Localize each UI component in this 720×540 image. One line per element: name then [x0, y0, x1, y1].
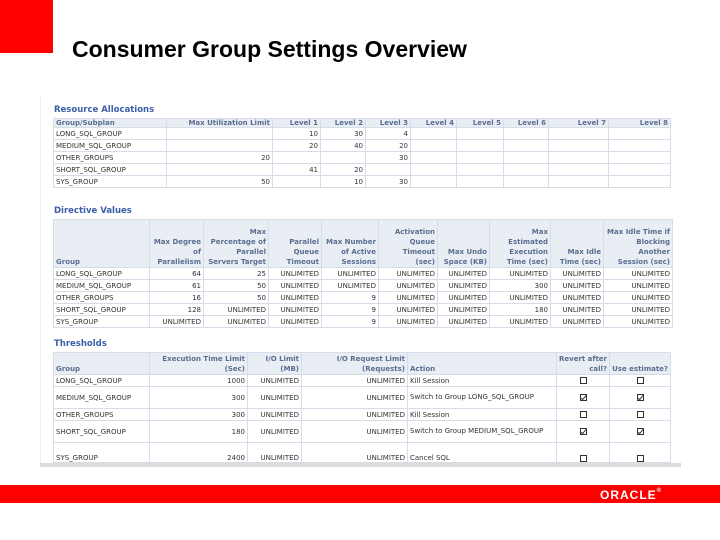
column-header[interactable]: Revert after call? [557, 353, 610, 375]
column-header[interactable]: I/O Limit (MB) [248, 353, 302, 375]
oracle-logo [600, 488, 662, 502]
table-cell: UNLIMITED [438, 304, 490, 316]
revert-checkbox[interactable] [580, 394, 587, 401]
table-cell [167, 128, 273, 140]
table-cell: UNLIMITED [490, 316, 551, 328]
table-cell: UNLIMITED [490, 292, 551, 304]
column-header[interactable]: Level 1 [273, 119, 321, 128]
table-cell: 2400 [150, 443, 248, 463]
resource-allocations-title: Resource Allocations [54, 105, 155, 115]
table-cell: UNLIMITED [204, 316, 269, 328]
table-row [54, 152, 671, 164]
column-header[interactable]: Parallel Queue Timeout [269, 220, 322, 268]
table-cell: 9 [322, 304, 379, 316]
revert-checkbox[interactable] [580, 428, 587, 435]
table-cell: UNLIMITED [269, 268, 322, 280]
table-cell: 300 [490, 280, 551, 292]
column-header[interactable]: I/O Request Limit (Requests) [302, 353, 408, 375]
revert-cell [557, 443, 610, 463]
action-cell: Kill Session [408, 409, 557, 421]
table-cell [411, 152, 457, 164]
table-cell: UNLIMITED [204, 304, 269, 316]
table-row [54, 164, 671, 176]
table-cell: UNLIMITED [604, 280, 673, 292]
thresholds-title: Thresholds [54, 339, 107, 349]
column-header[interactable]: Max Estimated Execution Time (sec) [490, 220, 551, 268]
estimate-checkbox[interactable] [637, 394, 644, 401]
table-cell: UNLIMITED [604, 268, 673, 280]
column-header[interactable]: Action [408, 353, 557, 375]
revert-checkbox[interactable] [580, 455, 587, 462]
table-cell: 64 [150, 268, 204, 280]
table-cell [273, 176, 321, 188]
table-cell [504, 176, 549, 188]
table-cell: UNLIMITED [551, 292, 604, 304]
table-cell: 40 [321, 140, 366, 152]
table-header-row [54, 353, 671, 375]
action-cell: Cancel SQL [408, 443, 557, 463]
table-cell [457, 176, 504, 188]
table-cell: 9 [322, 316, 379, 328]
table-row [54, 128, 671, 140]
table-cell: UNLIMITED [302, 375, 408, 387]
column-header[interactable]: Level 6 [504, 119, 549, 128]
table-cell: 30 [366, 152, 411, 164]
group-cell: MEDIUM_SQL_GROUP [54, 140, 167, 152]
table-cell: UNLIMITED [438, 316, 490, 328]
column-header[interactable]: Max Number of Active Sessions [322, 220, 379, 268]
table-cell [411, 128, 457, 140]
group-cell: MEDIUM_SQL_GROUP [54, 280, 150, 292]
table-cell: UNLIMITED [379, 316, 438, 328]
table-cell: UNLIMITED [269, 292, 322, 304]
registered-mark-icon: ® [656, 488, 663, 494]
table-cell: 10 [273, 128, 321, 140]
column-header[interactable]: Group [54, 220, 150, 268]
table-cell: 25 [204, 268, 269, 280]
group-cell: OTHER_GROUPS [54, 152, 167, 164]
table-cell: UNLIMITED [551, 316, 604, 328]
table-cell [504, 140, 549, 152]
table-cell: UNLIMITED [248, 375, 302, 387]
estimate-cell [610, 375, 671, 387]
table-cell: 4 [366, 128, 411, 140]
column-header[interactable]: Max Undo Space (KB) [438, 220, 490, 268]
table-cell [549, 164, 609, 176]
estimate-cell [610, 409, 671, 421]
table-header-row [54, 220, 673, 268]
table-cell [549, 140, 609, 152]
oracle-logo-text: ORACLE [600, 488, 657, 502]
table-cell: UNLIMITED [302, 443, 408, 463]
revert-cell [557, 421, 610, 443]
table-cell: 30 [321, 128, 366, 140]
table-cell: UNLIMITED [322, 280, 379, 292]
revert-cell [557, 375, 610, 387]
table-cell [457, 140, 504, 152]
group-cell: OTHER_GROUPS [54, 292, 150, 304]
estimate-cell [610, 443, 671, 463]
table-cell: UNLIMITED [150, 316, 204, 328]
table-cell: UNLIMITED [248, 387, 302, 409]
table-cell [411, 140, 457, 152]
table-row [54, 280, 673, 292]
table-cell [273, 152, 321, 164]
column-header[interactable]: Group/Subplan [54, 119, 167, 128]
table-cell: 180 [150, 421, 248, 443]
table-cell: 50 [204, 280, 269, 292]
panel-shadow [40, 463, 681, 467]
table-cell [609, 128, 671, 140]
table-cell [167, 140, 273, 152]
column-header[interactable]: Execution Time Limit (Sec) [150, 353, 248, 375]
group-cell: OTHER_GROUPS [54, 409, 150, 421]
action-cell: Switch to Group MEDIUM_SQL_GROUP [408, 421, 557, 443]
table-cell: 20 [273, 140, 321, 152]
resource-allocations-table [53, 118, 671, 188]
table-cell: UNLIMITED [269, 316, 322, 328]
table-cell [457, 152, 504, 164]
table-cell [504, 164, 549, 176]
group-cell: SYS_GROUP [54, 443, 150, 463]
em-screenshot-panel [40, 96, 681, 465]
table-cell: 20 [366, 140, 411, 152]
thresholds-table [53, 352, 671, 463]
table-cell: UNLIMITED [438, 280, 490, 292]
table-cell [366, 164, 411, 176]
table-cell: 20 [321, 164, 366, 176]
revert-checkbox[interactable] [580, 377, 587, 384]
table-cell: UNLIMITED [302, 409, 408, 421]
estimate-checkbox[interactable] [637, 455, 644, 462]
table-cell: UNLIMITED [490, 268, 551, 280]
revert-cell [557, 409, 610, 421]
column-header[interactable]: Max Utilization Limit [167, 119, 273, 128]
table-cell: 50 [167, 176, 273, 188]
table-cell: 300 [150, 409, 248, 421]
table-cell [609, 140, 671, 152]
table-cell [411, 164, 457, 176]
table-row [54, 421, 671, 443]
table-cell: UNLIMITED [551, 268, 604, 280]
table-cell: UNLIMITED [302, 387, 408, 409]
group-cell: SHORT_SQL_GROUP [54, 304, 150, 316]
estimate-checkbox[interactable] [637, 411, 644, 418]
table-cell [609, 164, 671, 176]
slide-title: Consumer Group Settings Overview [72, 36, 467, 62]
table-cell: UNLIMITED [302, 421, 408, 443]
group-cell: LONG_SQL_GROUP [54, 268, 150, 280]
group-cell: SHORT_SQL_GROUP [54, 421, 150, 443]
column-header[interactable]: Max Degree of Parallelism [150, 220, 204, 268]
table-cell [457, 164, 504, 176]
column-header[interactable]: Group [54, 353, 150, 375]
group-cell: MEDIUM_SQL_GROUP [54, 387, 150, 409]
table-cell [167, 164, 273, 176]
group-cell: SYS_GROUP [54, 176, 167, 188]
action-cell: Switch to Group LONG_SQL_GROUP [408, 387, 557, 409]
table-cell: UNLIMITED [379, 268, 438, 280]
table-row [54, 316, 673, 328]
table-cell: 30 [366, 176, 411, 188]
group-cell: LONG_SQL_GROUP [54, 128, 167, 140]
table-cell: 10 [321, 176, 366, 188]
table-cell [549, 176, 609, 188]
table-row [54, 140, 671, 152]
table-cell: 300 [150, 387, 248, 409]
revert-checkbox[interactable] [580, 411, 587, 418]
column-header[interactable]: Level 7 [549, 119, 609, 128]
table-cell [609, 152, 671, 164]
column-header[interactable]: Use estimate? [610, 353, 671, 375]
estimate-checkbox[interactable] [637, 377, 644, 384]
column-header[interactable]: Level 8 [609, 119, 671, 128]
column-header[interactable]: Level 3 [366, 119, 411, 128]
table-cell [457, 128, 504, 140]
table-cell: UNLIMITED [604, 304, 673, 316]
table-cell: 180 [490, 304, 551, 316]
table-cell [549, 152, 609, 164]
table-cell [549, 128, 609, 140]
column-header[interactable]: Max Percentage of Parallel Servers Target [204, 220, 269, 268]
table-cell [609, 176, 671, 188]
estimate-checkbox[interactable] [637, 428, 644, 435]
table-cell [504, 128, 549, 140]
table-cell: UNLIMITED [248, 409, 302, 421]
table-cell: UNLIMITED [551, 304, 604, 316]
table-row [54, 387, 671, 409]
table-cell: UNLIMITED [379, 292, 438, 304]
table-cell: UNLIMITED [269, 304, 322, 316]
table-row [54, 176, 671, 188]
table-cell [411, 176, 457, 188]
group-cell: LONG_SQL_GROUP [54, 375, 150, 387]
column-header[interactable]: Level 2 [321, 119, 366, 128]
column-header[interactable]: Level 4 [411, 119, 457, 128]
table-cell [321, 152, 366, 164]
table-cell: 128 [150, 304, 204, 316]
table-row [54, 375, 671, 387]
table-cell: UNLIMITED [269, 280, 322, 292]
group-cell: SHORT_SQL_GROUP [54, 164, 167, 176]
estimate-cell [610, 421, 671, 443]
table-cell: UNLIMITED [379, 280, 438, 292]
column-header[interactable]: Activation Queue Timeout (sec) [379, 220, 438, 268]
table-cell: UNLIMITED [604, 292, 673, 304]
table-cell: UNLIMITED [551, 280, 604, 292]
estimate-cell [610, 387, 671, 409]
table-cell: UNLIMITED [438, 268, 490, 280]
table-header-row [54, 119, 671, 128]
table-row [54, 304, 673, 316]
column-header[interactable]: Max Idle Time if Blocking Another Session (sec) [604, 220, 673, 268]
column-header[interactable]: Level 5 [457, 119, 504, 128]
table-cell: UNLIMITED [438, 292, 490, 304]
table-cell [504, 152, 549, 164]
group-cell: SYS_GROUP [54, 316, 150, 328]
table-cell: UNLIMITED [604, 316, 673, 328]
table-cell: UNLIMITED [379, 304, 438, 316]
table-cell: UNLIMITED [248, 421, 302, 443]
revert-cell [557, 387, 610, 409]
table-row [54, 409, 671, 421]
directive-values-table [53, 219, 673, 328]
table-cell: 41 [273, 164, 321, 176]
table-cell: 9 [322, 292, 379, 304]
action-cell: Kill Session [408, 375, 557, 387]
brand-red-square [0, 0, 53, 53]
table-row [54, 443, 671, 463]
table-cell: 61 [150, 280, 204, 292]
table-row [54, 268, 673, 280]
directive-values-title: Directive Values [54, 206, 132, 216]
table-cell: UNLIMITED [248, 443, 302, 463]
table-row [54, 292, 673, 304]
column-header[interactable]: Max Idle Time (sec) [551, 220, 604, 268]
table-cell: 20 [167, 152, 273, 164]
table-cell: 50 [204, 292, 269, 304]
table-cell: 1000 [150, 375, 248, 387]
table-cell: 16 [150, 292, 204, 304]
table-cell: UNLIMITED [322, 268, 379, 280]
